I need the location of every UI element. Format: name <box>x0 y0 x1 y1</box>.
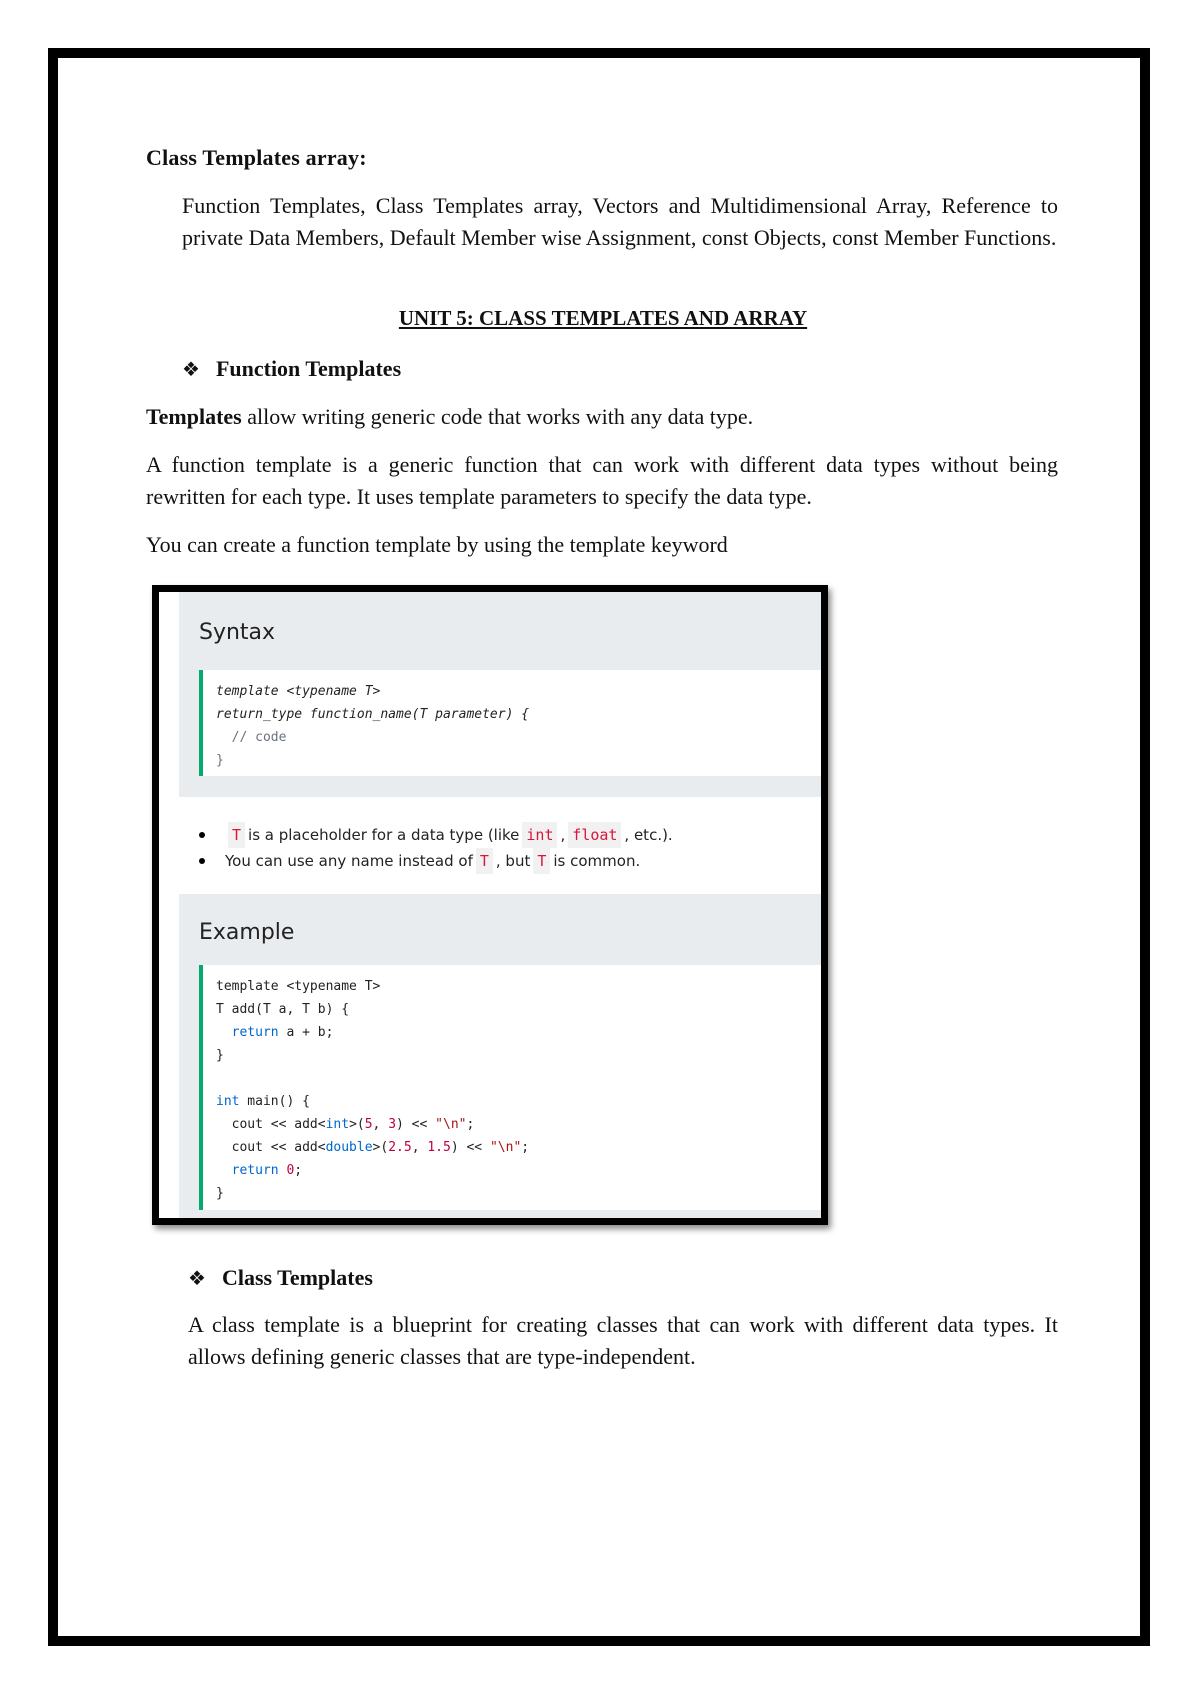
template-keyword-paragraph: You can create a function template by using the template keyword <box>146 532 728 557</box>
function-templates-heading <box>182 356 401 382</box>
note-text: is common. <box>553 852 641 870</box>
code-text: ) << <box>396 1117 436 1132</box>
code-string: "\n" <box>489 1140 522 1155</box>
code-token: float <box>568 822 621 848</box>
code-text: ; <box>521 1140 530 1155</box>
note-text: , <box>560 826 566 844</box>
note-text: You can use any name instead of <box>225 852 473 870</box>
code-token: T <box>476 848 493 874</box>
code-text: , <box>411 1140 428 1155</box>
list-item <box>199 848 673 874</box>
code-keyword: int <box>216 1094 240 1109</box>
note-text: , but <box>495 852 531 870</box>
code-text: >( <box>349 1117 365 1132</box>
code-line: template <typename T> <box>216 684 381 699</box>
code-line <box>216 1113 821 1136</box>
code-number: 0 <box>286 1163 295 1178</box>
bullet-dot <box>199 832 205 838</box>
code-text: cout << add< <box>216 1117 326 1132</box>
code-line <box>216 1090 821 1113</box>
code-text: cout << add< <box>216 1140 326 1155</box>
heading-text: Class Templates <box>221 1265 373 1290</box>
code-keyword: return <box>231 1025 279 1040</box>
code-line: } <box>216 753 224 768</box>
code-number: 5 <box>364 1117 373 1132</box>
code-text: , <box>372 1117 389 1132</box>
code-text: ; <box>294 1163 303 1178</box>
code-keyword: int <box>325 1117 350 1132</box>
syntax-code-block <box>199 670 821 776</box>
code-keyword: return <box>231 1163 279 1178</box>
unit-title: UNIT 5: CLASS TEMPLATES AND ARRAY <box>398 306 808 330</box>
code-token: T <box>533 848 550 874</box>
bullet-dot <box>199 858 205 864</box>
code-number: 1.5 <box>427 1140 451 1155</box>
intro-paragraph: Function Templates, Class Templates array, Vectors and Multidimensional Array, Reference to private Data Members, Default Member wise Assignment, const Objects, const Member Functions. <box>182 193 1058 250</box>
code-text: main() { <box>239 1094 310 1109</box>
code-line: template <typename T> <box>216 979 381 994</box>
example-title: Example <box>199 920 295 945</box>
bold-term: Templates <box>146 404 242 429</box>
example-code-block <box>199 965 821 1210</box>
code-line <box>216 1136 821 1159</box>
diamond-bullet-icon: ❖ <box>188 1266 206 1290</box>
code-token: int <box>522 822 557 848</box>
diamond-bullet-icon: ❖ <box>182 357 200 381</box>
code-comment: // code <box>216 730 287 745</box>
code-blank-line <box>216 1067 821 1090</box>
code-line: T add(T a, T b) { <box>216 1002 350 1017</box>
code-string: "\n" <box>435 1117 467 1132</box>
code-number: 2.5 <box>388 1140 412 1155</box>
note-text: is a placeholder for a data type (like <box>248 826 520 844</box>
class-template-paragraph: A class template is a blueprint for creating classes that can work with different data types. It allows defining generic classes that are type-independent. <box>188 1312 1058 1369</box>
class-templates-heading <box>188 1265 373 1291</box>
code-token: T <box>228 822 245 848</box>
example-card <box>179 894 821 1225</box>
code-line: return_type function_name(T parameter) { <box>216 707 530 722</box>
list-item <box>199 822 673 848</box>
syntax-notes <box>199 822 673 874</box>
section-heading: Class Templates array: <box>146 145 367 170</box>
code-keyword: double <box>325 1140 373 1155</box>
paragraph-text: allow writing generic code that works with any data type. <box>241 404 754 429</box>
code-line <box>216 1021 821 1044</box>
syntax-card <box>179 592 821 797</box>
code-screenshot <box>152 585 828 1225</box>
note-text: , etc.). <box>624 826 673 844</box>
heading-text: Function Templates <box>215 356 402 381</box>
code-number: 3 <box>388 1117 397 1132</box>
code-line: } <box>216 1048 224 1063</box>
templates-paragraph <box>146 401 1058 433</box>
code-text: ) << <box>450 1140 490 1155</box>
code-text: >( <box>372 1140 389 1155</box>
syntax-title: Syntax <box>199 620 276 645</box>
code-line: } <box>216 1186 224 1201</box>
code-text: ; <box>466 1117 475 1132</box>
code-line <box>216 1159 821 1182</box>
function-template-paragraph: A function template is a generic function that can work with different data types without being rewritten for each type. It uses template parameters to specify the data type. <box>146 452 1058 509</box>
code-text: a + b; <box>278 1025 334 1040</box>
